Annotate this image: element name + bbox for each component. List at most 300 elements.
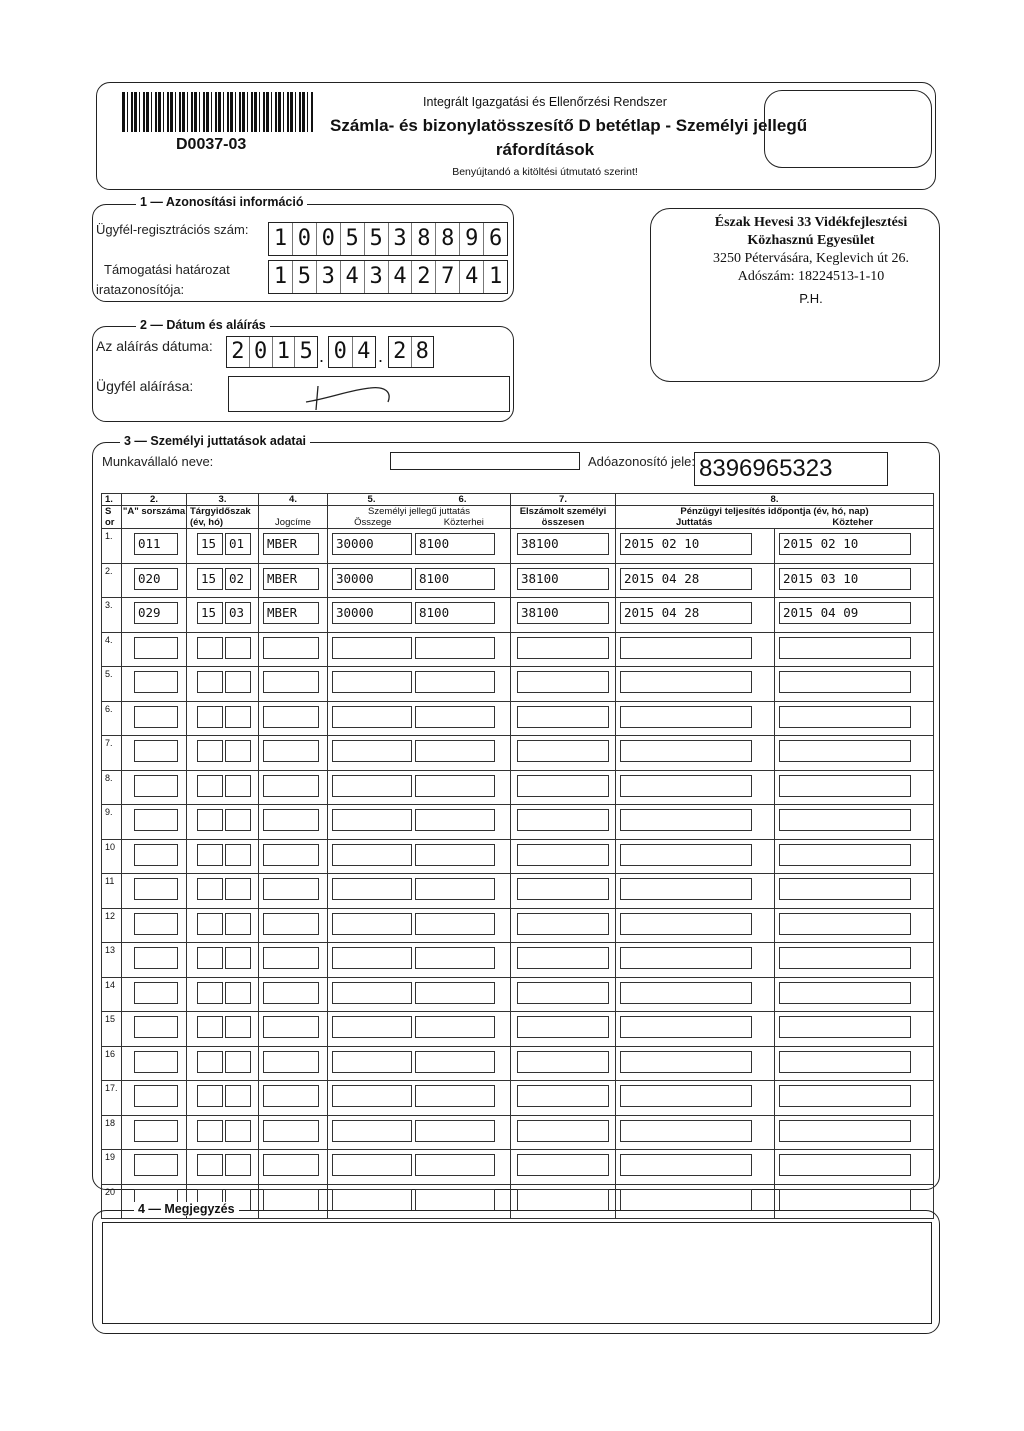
row-number: 11: [105, 876, 115, 886]
charges-field[interactable]: [415, 775, 495, 797]
payment-charges-date-field[interactable]: [779, 1154, 911, 1176]
a-number-field[interactable]: 011: [134, 533, 178, 555]
charges-field[interactable]: [415, 947, 495, 969]
jogcim-field[interactable]: [263, 1120, 319, 1142]
charges-field[interactable]: [415, 844, 495, 866]
table-row: [102, 1046, 934, 1081]
payment-charges-date-field[interactable]: [779, 775, 911, 797]
digit-cell: 2: [389, 337, 412, 367]
payment-charges-date-field[interactable]: [779, 947, 911, 969]
amount-field[interactable]: [332, 637, 412, 659]
date-dot-1: .: [319, 346, 325, 366]
table-row: [102, 529, 934, 564]
amount-field[interactable]: 30000: [332, 568, 412, 590]
tax-id-label: Adóazonosító jele:: [588, 454, 695, 469]
charges-field[interactable]: [415, 1016, 495, 1038]
row-number: 1.: [105, 531, 113, 541]
digit-cell: 8: [412, 223, 436, 255]
row-number: 18: [105, 1117, 116, 1128]
digit-cell: 4: [341, 261, 365, 293]
amount-field[interactable]: [332, 740, 412, 762]
a-number-field[interactable]: [134, 706, 178, 728]
table-row: [102, 701, 934, 736]
payment-charges-date-field[interactable]: 2015 03 10: [779, 568, 911, 590]
a-number-field[interactable]: [134, 913, 178, 935]
period-month-field[interactable]: 01: [225, 533, 251, 555]
decision-label-2: iratazonosítója:: [96, 282, 185, 297]
header-osszeg: Összege: [354, 517, 392, 528]
jogcim-field[interactable]: [263, 1154, 319, 1176]
payment-benefit-date-field[interactable]: [620, 1189, 752, 1211]
period-month-field[interactable]: [225, 671, 251, 693]
table-row: [102, 1081, 934, 1116]
header-juttatas: Juttatás: [675, 517, 713, 528]
form-title-line2: ráfordítások: [495, 140, 595, 159]
date-month[interactable]: [328, 336, 376, 368]
jogcim-field[interactable]: [263, 913, 319, 935]
digit-cell: 5: [365, 223, 389, 255]
jogcim-field[interactable]: [263, 671, 319, 693]
period-month-field[interactable]: [225, 706, 251, 728]
table-row: [102, 977, 934, 1012]
jogcim-field[interactable]: [263, 1085, 319, 1107]
jogcim-field[interactable]: [263, 878, 319, 900]
period-month-field[interactable]: [225, 844, 251, 866]
amount-field[interactable]: 30000: [332, 533, 412, 555]
period-year-field[interactable]: [197, 1120, 223, 1142]
jogcim-field[interactable]: [263, 1051, 319, 1073]
payment-charges-date-field[interactable]: [779, 1085, 911, 1107]
client-reg-label: Ügyfél-regisztrációs szám:: [96, 222, 249, 237]
charges-field[interactable]: [415, 706, 495, 728]
period-month-field[interactable]: [225, 947, 251, 969]
a-number-field[interactable]: [134, 809, 178, 831]
period-year-field[interactable]: [197, 740, 223, 762]
digit-cell: 0: [317, 223, 341, 255]
payment-benefit-date-field[interactable]: [620, 740, 752, 762]
row-number: 20: [105, 1186, 116, 1197]
digit-cell: 7: [436, 261, 460, 293]
settled-total-field[interactable]: [517, 637, 609, 659]
payment-charges-date-field[interactable]: [779, 982, 911, 1004]
amount-field[interactable]: 30000: [332, 602, 412, 624]
amount-field[interactable]: [332, 878, 412, 900]
payment-benefit-date-field[interactable]: [620, 1154, 752, 1176]
period-year-field[interactable]: [197, 844, 223, 866]
row-number: 3.: [105, 600, 113, 610]
stamp-line2: Közhasznú Egyesület: [747, 233, 875, 248]
settled-total-field[interactable]: [517, 1016, 609, 1038]
digit-cell: 9: [460, 223, 484, 255]
row-number: 17.: [105, 1083, 118, 1093]
row-number: 19: [105, 1152, 116, 1162]
table-row: [102, 908, 934, 943]
colnum-6: 6.: [415, 494, 511, 506]
payment-charges-date-field[interactable]: [779, 809, 911, 831]
period-month-field[interactable]: [225, 1120, 251, 1142]
payment-charges-date-field[interactable]: [779, 1051, 911, 1073]
date-year[interactable]: [226, 336, 318, 368]
a-number-field[interactable]: [134, 878, 178, 900]
period-year-field[interactable]: [197, 878, 223, 900]
jogcim-field[interactable]: [263, 809, 319, 831]
payment-benefit-date-field[interactable]: 2015 04 28: [620, 568, 752, 590]
digit-cell: 1: [269, 261, 293, 293]
period-month-field[interactable]: 03: [225, 602, 251, 624]
table-row: [102, 770, 934, 805]
payment-benefit-date-field[interactable]: [620, 637, 752, 659]
tax-id-field[interactable]: 8396965323: [694, 452, 888, 486]
period-year-field[interactable]: [197, 706, 223, 728]
form-subtitle: Benyújtandó a kitöltési útmutató szerint!: [452, 166, 638, 178]
row-number: 10: [105, 841, 116, 852]
digit-cell: 5: [299, 339, 313, 364]
amount-field[interactable]: [332, 775, 412, 797]
amount-field[interactable]: [332, 1051, 412, 1073]
amount-field[interactable]: [332, 913, 412, 935]
digit-cell: 1: [269, 223, 293, 255]
table-row: [102, 874, 934, 909]
header-kozterhei: Közterhei: [443, 517, 484, 528]
period-year-field[interactable]: [197, 1051, 223, 1073]
a-number-field[interactable]: [134, 1120, 178, 1142]
header-a-number: "A" sorszáma: [122, 506, 187, 529]
row-number: 6.: [105, 703, 113, 714]
colnum-7: 7.: [511, 494, 616, 506]
period-year-field[interactable]: [197, 1016, 223, 1038]
form-title-line1: Számla- és bizonylatösszesítő D betétlap - Személyi jellegű: [330, 116, 808, 135]
settled-total-field[interactable]: 38100: [517, 602, 609, 624]
period-month-field[interactable]: 02: [225, 568, 251, 590]
digit-cell: 6: [488, 226, 503, 251]
table-row: [102, 736, 934, 771]
digit-cell: 8: [436, 223, 460, 255]
charges-field[interactable]: [415, 740, 495, 762]
colnum-4: 4.: [259, 494, 328, 506]
digit-cell: 0: [250, 337, 273, 367]
row-number: 5.: [105, 669, 113, 679]
jogcim-field[interactable]: [263, 947, 319, 969]
jogcim-field[interactable]: [263, 1189, 319, 1211]
signature-label: Ügyfél aláírása:: [96, 378, 194, 394]
payment-charges-date-field[interactable]: [779, 671, 911, 693]
digit-cell: 2: [227, 337, 250, 367]
barcode: [122, 92, 314, 132]
charges-field[interactable]: [415, 982, 495, 1004]
a-number-field[interactable]: [134, 947, 178, 969]
period-month-field[interactable]: [225, 1085, 251, 1107]
settled-total-field[interactable]: [517, 1120, 609, 1142]
charges-field[interactable]: [415, 637, 495, 659]
payment-charges-date-field[interactable]: [779, 740, 911, 762]
settled-total-field[interactable]: [517, 1189, 609, 1211]
period-year-field[interactable]: [197, 637, 223, 659]
digit-cell: 4: [357, 339, 371, 364]
settled-total-field[interactable]: 38100: [517, 533, 609, 555]
colnum-2: 2.: [122, 494, 187, 506]
payment-benefit-date-field[interactable]: [620, 775, 752, 797]
period-year-field[interactable]: 15: [197, 602, 223, 624]
table-row: [102, 1150, 934, 1185]
jogcim-field[interactable]: [263, 740, 319, 762]
digit-cell: 3: [365, 261, 389, 293]
section1-title: 1 — Azonosítási információ: [136, 195, 307, 209]
jogcim-field[interactable]: MBER: [263, 568, 319, 590]
digit-cell: 2: [412, 261, 436, 293]
stamp-line4: Adószám: 18224513-1-10: [737, 269, 885, 284]
period-month-field[interactable]: [225, 878, 251, 900]
settled-total-field[interactable]: [517, 1154, 609, 1176]
a-number-field[interactable]: [134, 1085, 178, 1107]
digit-cell: 1: [273, 337, 296, 367]
a-number-field[interactable]: 020: [134, 568, 178, 590]
charges-field[interactable]: [415, 1154, 495, 1176]
period-year-field[interactable]: [197, 1085, 223, 1107]
settled-total-field[interactable]: [517, 982, 609, 1004]
header-jogcim: Jogcíme: [259, 506, 328, 529]
payment-benefit-date-field[interactable]: [620, 844, 752, 866]
period-year-field[interactable]: [197, 809, 223, 831]
jogcim-field[interactable]: [263, 706, 319, 728]
date-day[interactable]: [388, 336, 434, 368]
period-year-field[interactable]: [197, 671, 223, 693]
employer-label: Munkavállaló neve:: [102, 454, 214, 469]
settled-total-field[interactable]: [517, 1051, 609, 1073]
header-benefit: [328, 506, 511, 529]
signature: [300, 380, 400, 414]
client-reg-number[interactable]: [268, 222, 508, 256]
stamp-line1: Észak Hevesi 33 Vidékfejlesztési: [714, 215, 908, 230]
amount-field[interactable]: [332, 1120, 412, 1142]
payment-benefit-date-field[interactable]: [620, 1120, 752, 1142]
note-field[interactable]: [102, 1222, 932, 1324]
charges-field[interactable]: [415, 913, 495, 935]
table-row: [102, 667, 934, 702]
a-number-field[interactable]: [134, 1051, 178, 1073]
digit-cell: 5: [293, 261, 317, 293]
payment-benefit-date-field[interactable]: [620, 706, 752, 728]
a-number-field[interactable]: [134, 740, 178, 762]
amount-field[interactable]: [332, 1189, 412, 1211]
table-row: [102, 632, 934, 667]
payment-benefit-date-field[interactable]: [620, 1085, 752, 1107]
period-month-field[interactable]: [225, 637, 251, 659]
colnum-8: 8.: [616, 494, 934, 506]
date-label: Az aláírás dátuma:: [96, 338, 213, 354]
amount-field[interactable]: [332, 1154, 412, 1176]
charges-field[interactable]: [415, 1051, 495, 1073]
payment-benefit-date-field[interactable]: 2015 04 28: [620, 602, 752, 624]
settled-total-field[interactable]: 38100: [517, 568, 609, 590]
payment-benefit-date-field[interactable]: [620, 809, 752, 831]
period-month-field[interactable]: [225, 1016, 251, 1038]
amount-field[interactable]: [332, 671, 412, 693]
amount-field[interactable]: [332, 982, 412, 1004]
header-period: Tárgyidőszak (év, hó): [187, 506, 259, 529]
jogcim-field[interactable]: [263, 775, 319, 797]
digit-cell: 8: [415, 339, 429, 364]
row-number: 12: [105, 910, 116, 921]
payment-charges-date-field[interactable]: [779, 844, 911, 866]
amount-field[interactable]: [332, 1085, 412, 1107]
header-payment: [616, 506, 934, 529]
period-month-field[interactable]: [225, 775, 251, 797]
jogcim-field[interactable]: MBER: [263, 602, 319, 624]
period-year-field[interactable]: 15: [197, 568, 223, 590]
jogcim-field[interactable]: MBER: [263, 533, 319, 555]
payment-benefit-date-field[interactable]: [620, 913, 752, 935]
digit-cell: 0: [293, 223, 317, 255]
a-number-field[interactable]: [134, 1016, 178, 1038]
settled-total-field[interactable]: [517, 809, 609, 831]
settled-total-field[interactable]: [517, 706, 609, 728]
payment-benefit-date-field[interactable]: [620, 878, 752, 900]
decision-number[interactable]: [268, 260, 508, 294]
payment-charges-date-field[interactable]: [779, 637, 911, 659]
row-number: 14: [105, 979, 116, 990]
period-year-field[interactable]: [197, 913, 223, 935]
stamp-ph: P.H.: [799, 291, 823, 306]
period-month-field[interactable]: [225, 982, 251, 1004]
row-number: 13: [105, 945, 116, 955]
jogcim-field[interactable]: [263, 844, 319, 866]
charges-field[interactable]: [415, 1085, 495, 1107]
settled-total-field[interactable]: [517, 775, 609, 797]
payment-benefit-date-field[interactable]: [620, 671, 752, 693]
payment-charges-date-field[interactable]: [779, 878, 911, 900]
payment-benefit-date-field[interactable]: [620, 1051, 752, 1073]
decision-label-1: Támogatási határozat: [104, 262, 230, 277]
header-benefit-title: Személyi jellegű juttatás: [368, 506, 470, 517]
date-dot-2: .: [378, 346, 384, 366]
table-row: [102, 563, 934, 598]
settled-total-field[interactable]: [517, 671, 609, 693]
settled-total-field[interactable]: [517, 740, 609, 762]
a-number-field[interactable]: [134, 844, 178, 866]
system-name: Integrált Igazgatási és Ellenőrzési Rendszer: [423, 95, 667, 109]
row-number: 15: [105, 1014, 116, 1024]
digit-cell: 1: [488, 264, 503, 289]
header-settled: Elszámolt személyi összesen: [511, 506, 616, 529]
charges-field[interactable]: [415, 671, 495, 693]
a-number-field[interactable]: [134, 637, 178, 659]
payment-charges-date-field[interactable]: [779, 913, 911, 935]
period-month-field[interactable]: [225, 809, 251, 831]
jogcim-field[interactable]: [263, 637, 319, 659]
table-row: [102, 1115, 934, 1150]
period-year-field[interactable]: [197, 982, 223, 1004]
row-number: 8.: [105, 772, 113, 783]
charges-field[interactable]: [415, 809, 495, 831]
digit-cell: 0: [329, 337, 353, 367]
row-number: 2.: [105, 565, 113, 576]
a-number-field[interactable]: [134, 775, 178, 797]
settled-total-field[interactable]: [517, 1085, 609, 1107]
amount-field[interactable]: [332, 844, 412, 866]
row-number: 16: [105, 1048, 116, 1059]
receipt-box: [764, 90, 932, 168]
period-year-field[interactable]: 15: [197, 533, 223, 555]
period-month-field[interactable]: [225, 740, 251, 762]
charges-field[interactable]: [415, 878, 495, 900]
table-row: [102, 805, 934, 840]
payment-charges-date-field[interactable]: [779, 706, 911, 728]
a-number-field[interactable]: [134, 982, 178, 1004]
colnum-5: 5.: [328, 494, 416, 506]
stamp: [680, 214, 942, 308]
period-year-field[interactable]: [197, 775, 223, 797]
table-row: [102, 839, 934, 874]
a-number-field[interactable]: 029: [134, 602, 178, 624]
amount-field[interactable]: [332, 809, 412, 831]
section3-title: 3 — Személyi juttatások adatai: [120, 434, 310, 448]
section2-title: 2 — Dátum és aláírás: [136, 318, 270, 332]
charges-field[interactable]: [415, 1189, 495, 1211]
amount-field[interactable]: [332, 947, 412, 969]
a-number-field[interactable]: [134, 1154, 178, 1176]
table-row: [102, 943, 934, 978]
expense-table: [101, 493, 934, 1219]
employer-name-field[interactable]: [390, 452, 580, 470]
jogcim-field[interactable]: [263, 1016, 319, 1038]
settled-total-field[interactable]: [517, 844, 609, 866]
row-number: 4.: [105, 634, 113, 645]
period-year-field[interactable]: [197, 1154, 223, 1176]
charges-field[interactable]: 8100: [415, 533, 495, 555]
payment-charges-date-field[interactable]: [779, 1016, 911, 1038]
form-code: D0037-03: [176, 136, 247, 153]
jogcim-field[interactable]: [263, 982, 319, 1004]
amount-field[interactable]: [332, 1016, 412, 1038]
payment-charges-date-field[interactable]: [779, 1120, 911, 1142]
payment-benefit-date-field[interactable]: [620, 1016, 752, 1038]
colnum-3: 3.: [187, 494, 259, 506]
amount-field[interactable]: [332, 706, 412, 728]
column-number-row: [102, 494, 934, 506]
payment-benefit-date-field[interactable]: [620, 947, 752, 969]
header-s: S or: [102, 506, 122, 529]
stamp-line3: 3250 Pétervására, Keglevich út 26.: [713, 251, 909, 266]
section4-title: 4 — Megjegyzés: [134, 1202, 239, 1216]
row-number: 7.: [105, 738, 113, 748]
payment-charges-date-field[interactable]: 2015 02 10: [779, 533, 911, 555]
period-month-field[interactable]: [225, 1051, 251, 1073]
payment-benefit-date-field[interactable]: 2015 02 10: [620, 533, 752, 555]
payment-benefit-date-field[interactable]: [620, 982, 752, 1004]
settled-total-field[interactable]: [517, 913, 609, 935]
period-year-field[interactable]: [197, 947, 223, 969]
header-kozteher: Közteher: [832, 517, 874, 528]
payment-charges-date-field[interactable]: 2015 04 09: [779, 602, 911, 624]
a-number-field[interactable]: [134, 671, 178, 693]
column-header-row: [102, 506, 934, 529]
table-row: [102, 598, 934, 633]
period-month-field[interactable]: [225, 1154, 251, 1176]
settled-total-field[interactable]: [517, 878, 609, 900]
table-row: [102, 1012, 934, 1047]
settled-total-field[interactable]: [517, 947, 609, 969]
digit-cell: 3: [389, 223, 413, 255]
digit-cell: 3: [317, 261, 341, 293]
payment-charges-date-field[interactable]: [779, 1189, 911, 1211]
period-month-field[interactable]: [225, 913, 251, 935]
digit-cell: 4: [389, 261, 413, 293]
charges-field[interactable]: 8100: [415, 568, 495, 590]
colnum-1: 1.: [102, 494, 122, 506]
charges-field[interactable]: 8100: [415, 602, 495, 624]
digit-cell: 4: [460, 261, 484, 293]
charges-field[interactable]: [415, 1120, 495, 1142]
